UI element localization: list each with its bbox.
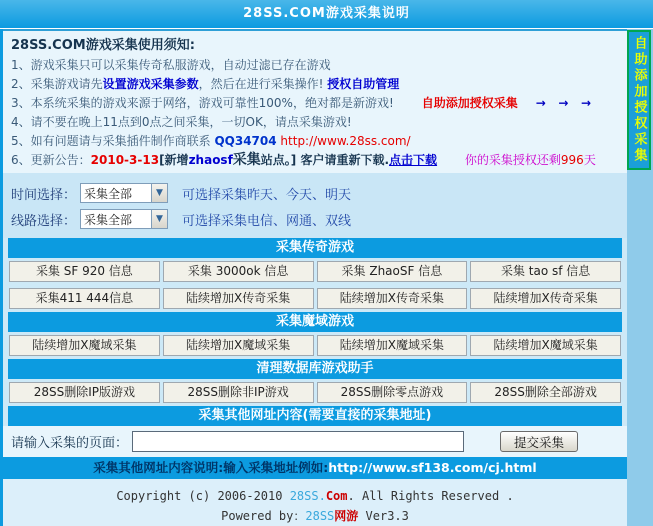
brand-com: Com — [325, 489, 348, 503]
page-title: 28SS.COM游戏采集说明 — [0, 0, 653, 29]
time-select-row — [11, 180, 627, 206]
update-bracket-open: [新增 — [159, 153, 189, 167]
table-row — [3, 258, 627, 285]
submit-collect-button[interactable]: 提交采集 — [500, 431, 578, 452]
time-select-hint: 可选择采集昨天、今天、明天 — [182, 187, 352, 203]
download-link[interactable]: 点击下载 — [389, 153, 438, 167]
update-bracket-close: 站点。] — [260, 153, 297, 167]
notice-line-4 — [11, 113, 627, 132]
body-row — [0, 29, 653, 526]
selectors-panel — [3, 173, 627, 238]
qq-contact: QQ34704 — [214, 134, 277, 148]
set-collect-params-link[interactable]: 设置游戏采集参数 — [102, 77, 199, 91]
other-url-section-header: 采集其他网址内容(需要直接的采集地址) — [8, 406, 622, 426]
line-select-row — [11, 206, 627, 232]
delete-ip-games-button[interactable]: 28SS删除IP版游戏 — [9, 382, 160, 403]
auth-days-suffix: 天 — [583, 153, 596, 167]
auth-days-prefix: 你的采集授权还剩 — [464, 153, 561, 167]
zhaosf-site-name: zhaosf — [188, 153, 233, 167]
table-row — [3, 379, 627, 406]
line-select-value: 采集全部 — [84, 212, 133, 227]
copyright-text: Copyright (c) 2006-2010 — [116, 489, 290, 503]
legend-more-button[interactable]: 陆续增加X传奇采集 — [470, 288, 621, 309]
auth-self-manage-link[interactable]: 授权自助管理 — [327, 77, 400, 91]
notice-line-2-text: 2、采集游戏请先 — [11, 77, 103, 91]
update-collect-word: 采集 — [232, 152, 261, 168]
table-row — [3, 332, 627, 359]
notice-line-5 — [11, 132, 627, 151]
collect-tables — [3, 238, 627, 426]
notice-line-5-text: 5、如有问题请与采集插件制作商联系 — [11, 134, 215, 148]
notice-line-1-text: 1、游戏采集只可以采集传奇私服游戏，自动过滤已存在游戏 — [11, 58, 331, 72]
table-row — [3, 285, 627, 312]
time-select-label: 时间选择： — [11, 187, 77, 203]
auth-days-count: 996 — [560, 153, 584, 167]
brand-28ss: 28SS — [305, 509, 335, 523]
notice-line-3-text: 3、本系统采集的游戏来源于网络，游戏可靠性100%，绝对都是新游戏! — [11, 96, 394, 110]
delete-nonip-games-button[interactable]: 28SS删除非IP游戏 — [163, 382, 314, 403]
chevron-down-icon[interactable]: ▼ — [151, 184, 167, 202]
moyu-section-header: 采集魔域游戏 — [8, 312, 622, 332]
legend-section-header: 采集传奇游戏 — [8, 238, 622, 258]
line-select[interactable] — [80, 209, 168, 229]
update-redownload-text: 客户请重新下载. — [296, 153, 390, 167]
notice-line-6 — [11, 151, 627, 170]
clean-section-header: 清理数据库游戏助手 — [8, 359, 622, 379]
url-example-label: 采集其他网址内容说明:输入采集地址例如: — [93, 460, 329, 475]
collect-3000ok-button[interactable]: 采集 3000ok 信息 — [163, 261, 314, 282]
vertical-banner-text: 自助添加授权采集 — [631, 36, 647, 164]
notice-panel — [3, 29, 627, 173]
legend-more-button[interactable]: 陆续增加X传奇采集 — [163, 288, 314, 309]
moyu-more-button[interactable]: 陆续增加X魔域采集 — [163, 335, 314, 356]
notice-line-2-mid: ，然后在进行采集操作! — [198, 77, 328, 91]
notice-line-2 — [11, 75, 627, 94]
collect-411-444-button[interactable]: 采集411 444信息 — [9, 288, 160, 309]
powered-by-line — [3, 506, 627, 526]
collect-taosf-button[interactable]: 采集 tao sf 信息 — [470, 261, 621, 282]
line-select-hint: 可选择采集电信、网通、双线 — [182, 213, 352, 229]
site-url-link[interactable]: http://www.28ss.com/ — [276, 134, 411, 148]
page-input-label: 请输入采集的页面： — [11, 436, 129, 451]
notice-heading: 28SS.COM游戏采集使用须知: — [11, 38, 195, 53]
moyu-more-button[interactable]: 陆续增加X魔域采集 — [317, 335, 468, 356]
notice-line-1 — [11, 56, 627, 75]
legend-more-button[interactable]: 陆续增加X传奇采集 — [317, 288, 468, 309]
collect-sf920-button[interactable]: 采集 SF 920 信息 — [9, 261, 160, 282]
moyu-more-button[interactable]: 陆续增加X魔域采集 — [470, 335, 621, 356]
right-sidebar — [627, 29, 653, 526]
powered-by-text: Powered by： — [221, 509, 306, 523]
collect-url-form — [3, 426, 627, 457]
moyu-more-button[interactable]: 陆续增加X魔域采集 — [9, 335, 160, 356]
main-content — [0, 29, 627, 526]
self-add-auth-collect-banner[interactable] — [627, 30, 651, 170]
arrows-right-icon: → → → — [535, 96, 592, 110]
notice-line-4-text: 4、请不要在晚上11点到0点之间采集，一切OK，请点采集游戏! — [11, 115, 352, 129]
time-select[interactable] — [80, 183, 168, 203]
brand-wangyou: 网游 — [334, 509, 359, 523]
time-select-value: 采集全部 — [84, 186, 133, 201]
self-add-auth-promo: 自助添加授权采集 — [421, 96, 518, 110]
copyright-line — [3, 486, 627, 506]
version-text: Ver3.3 — [358, 509, 409, 523]
delete-zero-games-button[interactable]: 28SS删除零点游戏 — [317, 382, 468, 403]
notice-line-3 — [11, 94, 627, 113]
url-example-value: http://www.sf138.com/cj.html — [328, 460, 537, 475]
collect-page-input[interactable] — [132, 431, 464, 452]
copyright-text-post: . All Rights Reserved . — [347, 489, 514, 503]
page-footer — [3, 479, 627, 526]
notice-line-6-text: 6、更新公告： — [11, 153, 91, 167]
chevron-down-icon[interactable]: ▼ — [151, 210, 167, 228]
brand-28ss: 28SS. — [289, 489, 326, 503]
line-select-label: 线路选择： — [11, 213, 77, 229]
url-example-bar — [3, 457, 627, 479]
update-date: 2010-3-13 — [90, 153, 160, 167]
delete-all-games-button[interactable]: 28SS删除全部游戏 — [470, 382, 621, 403]
collect-zhaosf-button[interactable]: 采集 ZhaoSF 信息 — [317, 261, 468, 282]
